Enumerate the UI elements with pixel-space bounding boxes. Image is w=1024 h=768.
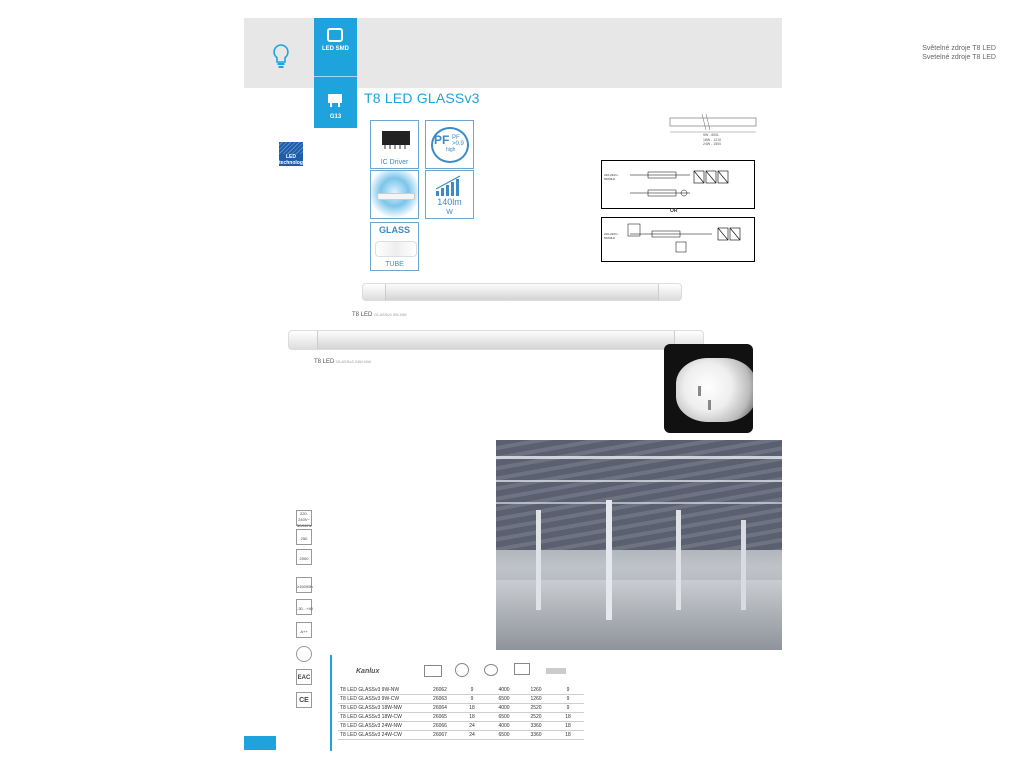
cell-pack: 9: [552, 704, 584, 713]
cell-code: 26062: [424, 686, 456, 695]
table-row: [338, 704, 584, 713]
wiring-or: OR: [670, 208, 678, 214]
socket-label: G13: [329, 114, 342, 120]
cell-code: 26065: [424, 713, 456, 722]
code-icon: [424, 665, 442, 677]
tube-label: TUBE: [385, 261, 404, 268]
table-accent-line: [330, 655, 332, 751]
dimension-line-24w: 24W - 1500: [703, 142, 722, 146]
cell-name: T8 LED GLASSv3 24W-NW: [338, 722, 424, 731]
led-smd-label: LED SMD: [322, 46, 349, 52]
cell-lm: 2520: [520, 704, 552, 713]
page-accent-block: [244, 736, 276, 750]
cell-name: T8 LED GLASSv3 18W-NW: [338, 704, 424, 713]
cell-watt: 18: [456, 704, 488, 713]
tube-image-9w: [362, 283, 682, 301]
cell-lm: 1260: [520, 695, 552, 704]
cell-cct: 6500: [488, 731, 520, 740]
cell-watt: 24: [456, 722, 488, 731]
dimension-line-18w: 18W - 1210: [703, 137, 722, 142]
feature-instant-light: [370, 170, 419, 219]
cell-code: 26066: [424, 722, 456, 731]
category-sk: Svetelné zdroje T8 LED: [922, 54, 996, 61]
cell-cct: 4000: [488, 686, 520, 695]
packing-icon: [546, 668, 566, 674]
cell-code: 26064: [424, 704, 456, 713]
g13-socket-icon: [328, 94, 342, 103]
tube-name-9w: T8 LED: [352, 312, 373, 318]
cell-pack: 9: [552, 686, 584, 695]
dimension-diagram: [662, 104, 762, 156]
tube-name-24w: T8 LED: [314, 359, 335, 365]
cell-watt: 9: [456, 686, 488, 695]
eac-mark-icon: EAC: [296, 669, 312, 685]
brand-logo: Kanlux: [356, 668, 380, 675]
feature-glass-tube: [370, 222, 419, 271]
pf-value: PF >0.9: [452, 135, 464, 147]
wiring-diagram-2: [601, 217, 755, 262]
cell-name: T8 LED GLASSv3 9W-NW: [338, 686, 424, 695]
tube-glow-icon: [377, 193, 415, 200]
cell-pack: 18: [552, 722, 584, 731]
wattage-icon: [455, 663, 469, 677]
product-table: [338, 686, 584, 740]
cell-pack: 9: [552, 695, 584, 704]
cell-pack: 18: [552, 713, 584, 722]
voltage-icon: 220-240V~ 50/60Hz: [297, 511, 312, 528]
on-off-cycles-icon: 2000: [296, 549, 312, 565]
cell-cct: 4000: [488, 704, 520, 713]
cell-cct: 6500: [488, 713, 520, 722]
tube-image-24w: [288, 330, 704, 350]
tube-variant-9w: GLASSv3 9W-NW: [374, 312, 407, 317]
chip-icon: [379, 127, 413, 151]
feature-efficiency: [425, 170, 474, 219]
cell-name: T8 LED GLASSv3 24W-CW: [338, 731, 424, 740]
lightbulb-icon: [272, 44, 290, 75]
luminous-flux-icon: [514, 663, 530, 675]
recycle-icon: [296, 646, 312, 662]
tube-label-24w: [314, 359, 371, 365]
cell-code: 26067: [424, 731, 456, 740]
led-smd-icon: [327, 28, 343, 42]
tube-variant-24w: GLASSv3 24W-NW: [336, 359, 371, 364]
cell-name: T8 LED GLASSv3 9W-CW: [338, 695, 424, 704]
led-technology-label: LED technology: [279, 154, 306, 166]
warehouse-photo: [496, 440, 782, 650]
dimension-lengths: [703, 133, 721, 147]
efficiency-value: 140lm: [437, 197, 462, 207]
table-row: [338, 731, 584, 740]
lifetime-icon: ≥15000h: [296, 577, 312, 593]
category-cz: Světelné zdroje T8 LED: [922, 45, 996, 52]
cell-lm: 1260: [520, 686, 552, 695]
wiring-voltage-2: 220-240V~ 50/60Hz: [604, 232, 619, 240]
cell-pack: 18: [552, 731, 584, 740]
category-text: [922, 44, 996, 62]
cell-name: T8 LED GLASSv3 18W-CW: [338, 713, 424, 722]
glass-label: GLASS: [378, 225, 410, 235]
wiring-diagram-1: [601, 160, 755, 209]
cell-cct: 6500: [488, 695, 520, 704]
cell-lm: 3360: [520, 722, 552, 731]
table-row: [338, 713, 584, 722]
table-row: [338, 686, 584, 695]
efficiency-unit: W: [446, 209, 453, 216]
tube-end-closeup: [664, 344, 753, 433]
wiring-voltage-1: 220-240V~ 50/60Hz: [604, 173, 619, 181]
feature-ic-driver-label: IC Driver: [380, 159, 409, 166]
growth-bars-icon: [434, 175, 468, 197]
pf-sub: high: [446, 147, 456, 153]
glass-tube-icon: [375, 241, 417, 257]
product-title: T8 LED GLASSv3: [364, 90, 480, 106]
temperature-icon: -30...+40: [296, 599, 312, 615]
tube-label-9w: [352, 312, 407, 318]
feature-power-factor: PF PF >0.9 high: [425, 120, 474, 169]
cell-lm: 3360: [520, 731, 552, 740]
table-row: [338, 695, 584, 704]
beam-angle-icon: 250: [296, 529, 312, 545]
cell-watt: 24: [456, 731, 488, 740]
led-technology-badge: [279, 142, 306, 166]
table-row: [338, 722, 584, 731]
feature-ic-driver: [370, 120, 419, 169]
cell-cct: 4000: [488, 722, 520, 731]
cell-code: 26063: [424, 695, 456, 704]
color-temp-icon: [484, 664, 498, 676]
cell-watt: 18: [456, 713, 488, 722]
spec-column: [314, 18, 357, 128]
cell-watt: 9: [456, 695, 488, 704]
ce-mark-icon: CE: [296, 692, 312, 708]
cell-lm: 2520: [520, 713, 552, 722]
dimension-line-9w: 9W - 600L: [703, 133, 720, 137]
energy-class-icon: A++: [296, 622, 312, 638]
